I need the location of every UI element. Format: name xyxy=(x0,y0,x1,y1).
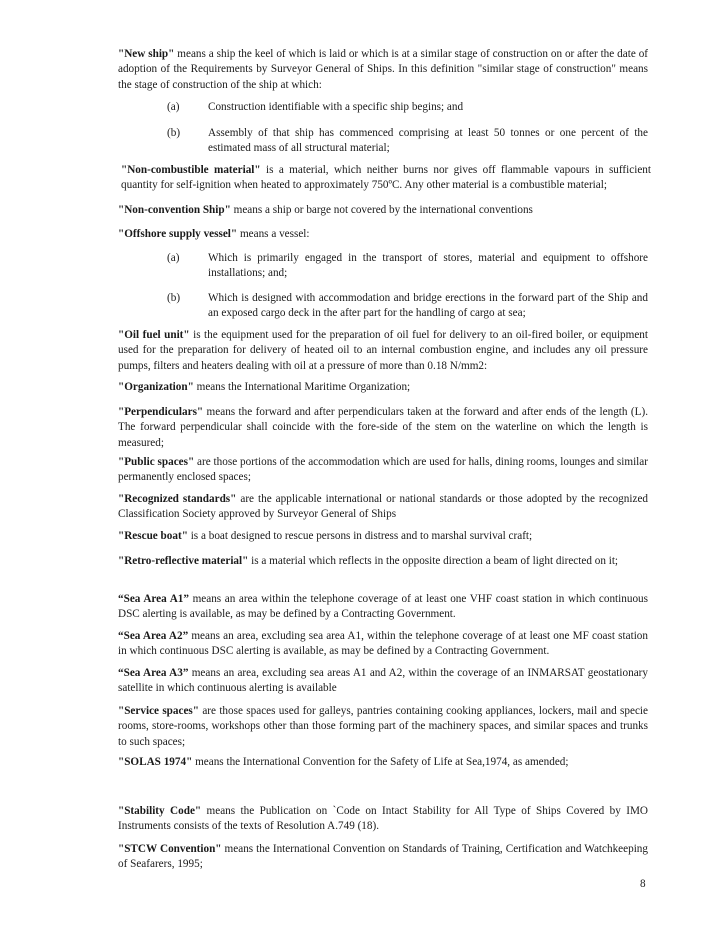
sub-item-label: (b) xyxy=(167,292,181,304)
sub-item-text: Assembly of that ship has commenced comprising at least 50 tonnes or one percent of the estimated mass of all structural material; xyxy=(208,127,648,155)
definition-text: means an area within the telephone coverage of at least one VHF coast station in which continuous DSC alerting is available, as may be defined by a Contracting Government. xyxy=(118,593,648,621)
definition-stability-code xyxy=(118,804,648,835)
definition-organization xyxy=(118,380,648,395)
definition-text: means the Publication on `Code on Intact Stability for All Type of Ships Covered by IMO Instruments consists of the texts of Resolution A.749 (18). xyxy=(118,805,648,833)
sub-item-text: Construction identifiable with a specific ship begins; and xyxy=(208,101,464,113)
sub-item-text: Which is designed with accommodation and bridge erections in the forward part of the Ship and an exposed cargo deck in the after part for the handling of cargo at sea; xyxy=(208,292,648,320)
definition-text: means the forward and after perpendiculars taken at the forward and after ends of the length (L). The forward perpendicular shall coincide with the fore-side of the stem on the waterline on which the length is measured; xyxy=(118,406,648,449)
term: “Sea Area A3” xyxy=(118,667,189,679)
definition-rescue-boat xyxy=(118,529,648,544)
term: “Sea Area A2” xyxy=(118,630,189,642)
page-number: 8 xyxy=(640,878,646,890)
definition-text: means the International Maritime Organization; xyxy=(193,381,411,393)
definition-text: are the applicable international or national standards or those adopted by the recognized Classification Society approved by Surveyor General of Ships xyxy=(118,493,649,521)
definition-text: is a material which reflects in the opposite direction a beam of light directed on it; xyxy=(248,555,619,567)
definition-perpendiculars xyxy=(118,405,648,451)
definition-non-combustible-material xyxy=(118,163,651,194)
term: "Organization" xyxy=(118,381,194,393)
term: "Perpendiculars" xyxy=(118,406,204,418)
definition-text: are those portions of the accommodation which are used for halls, dining rooms, lounges and similar permanently enclosed spaces; xyxy=(118,456,648,484)
definition-recognized-standards xyxy=(118,492,648,523)
definition-text: are those spaces used for galleys, pantries containing cooking appliances, lockers, mail and specie rooms, store-rooms, workshops other than those forming part of the machinery spaces, and similar spaces and trunks to such spaces; xyxy=(118,705,648,748)
definition-text: means a vessel: xyxy=(237,228,310,240)
sub-item-text: Which is primarily engaged in the transport of stores, material and equipment to offshore installations; and; xyxy=(208,252,648,280)
term: "Oil fuel unit" xyxy=(118,329,190,341)
definition-text: is a boat designed to rescue persons in distress and to marshal survival craft; xyxy=(187,530,533,542)
definition-new-ship xyxy=(118,47,648,93)
definition-text: means the International Convention on Standards of Training, Certification and Watchkeeping of Seafarers, 1995; xyxy=(118,843,648,871)
definition-sea-area-a3 xyxy=(118,666,648,697)
definition-stcw-convention xyxy=(118,842,648,873)
term: "Service spaces" xyxy=(118,705,199,717)
term: "SOLAS 1974" xyxy=(118,756,193,768)
definition-non-convention-ship xyxy=(118,203,648,218)
sub-item-label: (a) xyxy=(167,252,180,264)
definition-sea-area-a1 xyxy=(118,592,648,623)
definition-text: is the equipment used for the preparation of oil fuel for delivery to an oil-fired boiler, or equipment used for the preparation for delivery of heated oil to an internal combustion engine, and includes any oil pressure pumps, filters and heaters dealing with oil at a pressure of more than 0.18 N/mm2: xyxy=(118,329,649,372)
term: "Non-combustible material" xyxy=(121,164,261,176)
definition-oil-fuel-unit xyxy=(118,328,648,374)
definition-public-spaces xyxy=(118,455,648,486)
definition-text: means an area, excluding sea areas A1 and A2, within the coverage of an INMARSAT geostationary satellite in which continuous alerting is available xyxy=(118,667,648,695)
definition-text: means a ship or barge not covered by the international conventions xyxy=(230,204,533,216)
term: "Stability Code" xyxy=(118,805,202,817)
definition-service-spaces xyxy=(118,704,648,750)
term: "Offshore supply vessel" xyxy=(118,228,238,240)
definition-solas-1974 xyxy=(118,755,648,770)
term: “Sea Area A1” xyxy=(118,593,189,605)
definition-text: is a material, which neither burns nor gives off flammable vapours in sufficient quantity for self-ignition when heated to approximately 750ºC. Any other material is a combustible material; xyxy=(121,164,651,192)
sub-item-label: (a) xyxy=(167,101,180,113)
definition-text: means an area, excluding sea area A1, within the telephone coverage of at least one MF coast station in which continuous DSC alerting is available, as may be defined by a Contracting Government. xyxy=(118,630,648,658)
definition-sea-area-a2 xyxy=(118,629,648,660)
term: "Recognized standards" xyxy=(118,493,237,505)
definition-text: means a ship the keel of which is laid or which is at a similar stage of construction on or after the date of adoption of the Requirements by Surveyor General of Ships. In this definition "similar stage of construction" means the stage of construction of the ship at which: xyxy=(118,48,649,91)
definition-retro-reflective-material xyxy=(118,554,648,569)
definition-text: means the International Convention for the Safety of Life at Sea,1974, as amended; xyxy=(192,756,569,768)
term: "Retro-reflective material" xyxy=(118,555,249,567)
term: "Non-convention Ship" xyxy=(118,204,231,216)
term: "STCW Convention" xyxy=(118,843,222,855)
sub-item-label: (b) xyxy=(167,127,181,139)
term: "Rescue boat" xyxy=(118,530,188,542)
term: "New ship" xyxy=(118,48,175,60)
term: "Public spaces" xyxy=(118,456,195,468)
definition-offshore-supply-vessel xyxy=(118,227,648,242)
